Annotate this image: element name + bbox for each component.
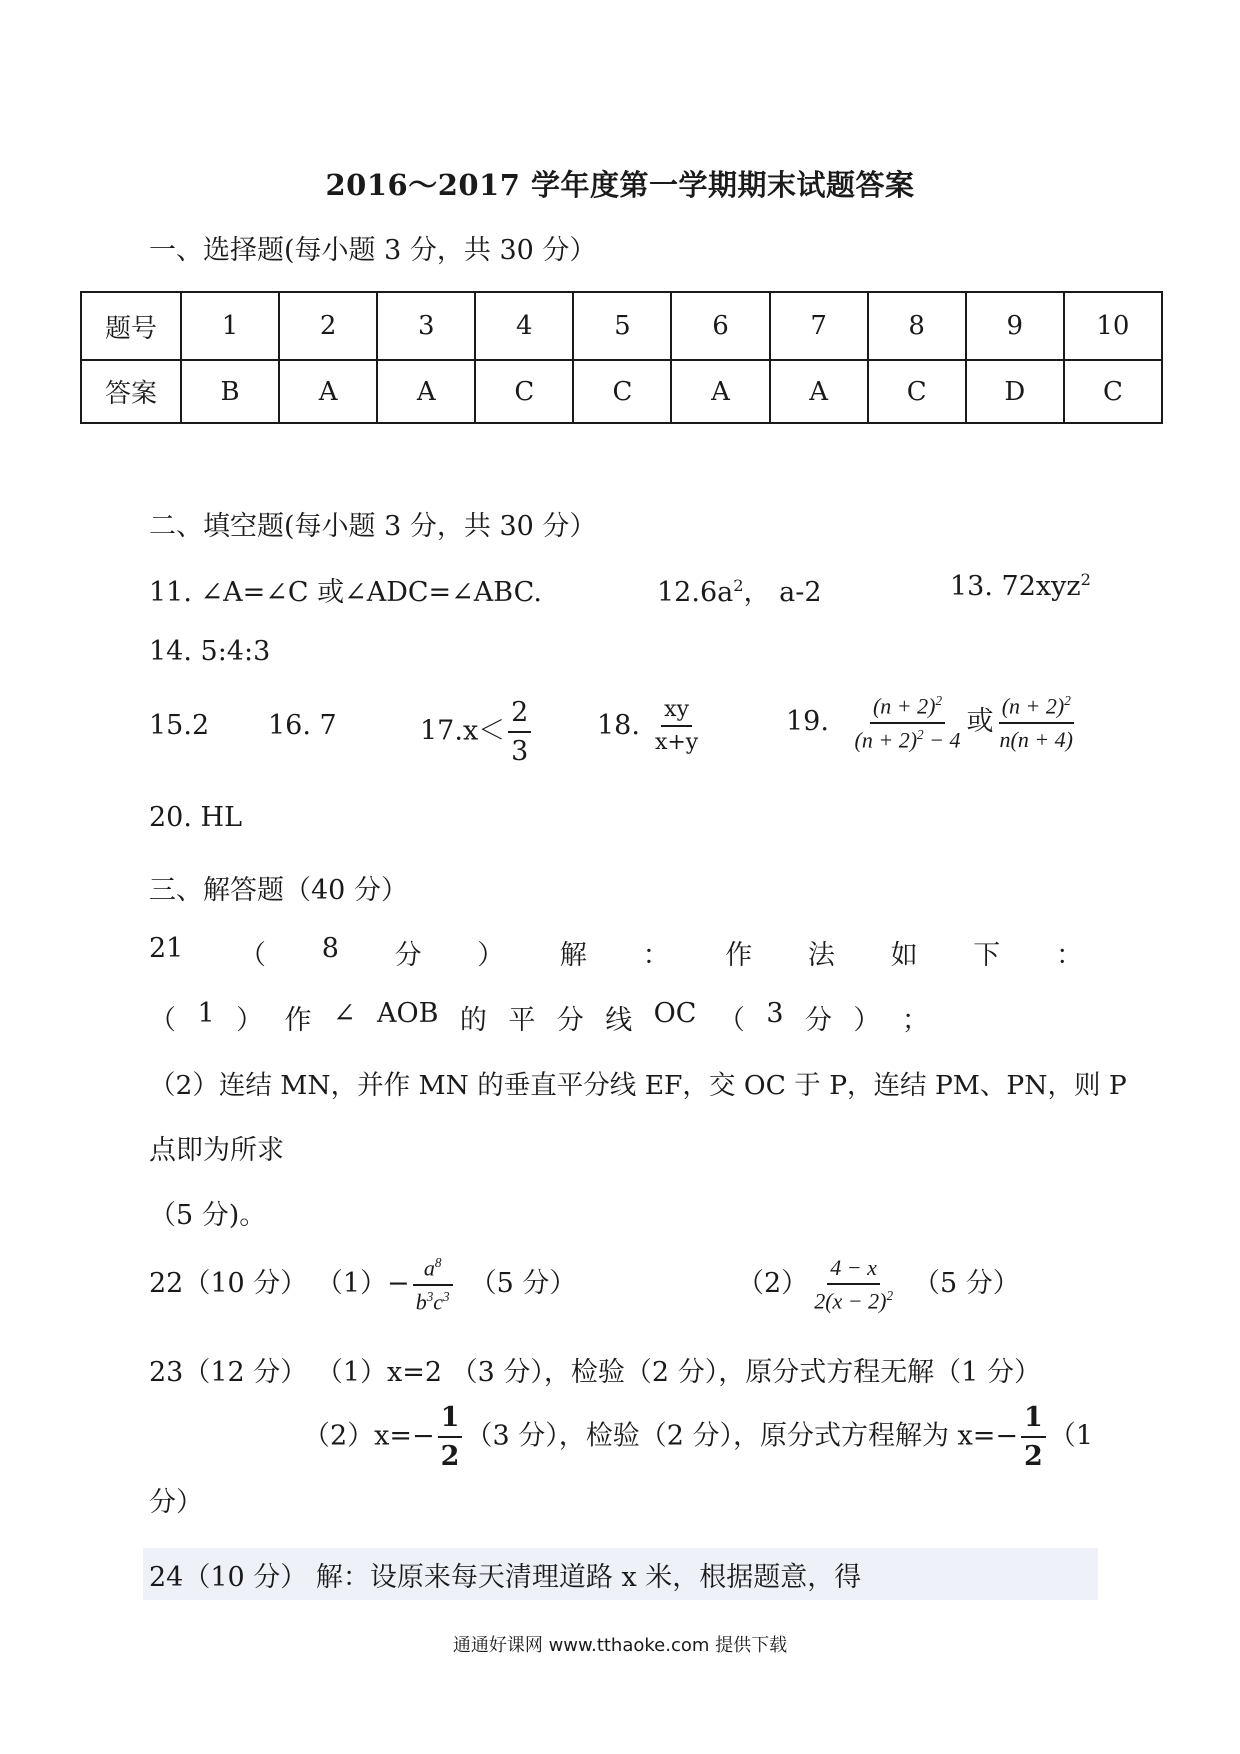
table-cell: A [279, 360, 377, 423]
word: ： [1055, 940, 1083, 971]
table-cell: B [181, 360, 279, 423]
word: 作 [725, 940, 753, 971]
fraction-numerator: 2 [508, 697, 531, 733]
word: ： [642, 940, 670, 971]
fraction [1021, 1402, 1046, 1472]
section-2-heading: 二、填空题(每小题 3 分，共 30 分） [149, 511, 597, 542]
footer-text: 通通好课网 www.tthaoke.com 提供下载 [452, 1635, 788, 1656]
word: AOB [377, 998, 439, 1029]
table-cell: 5 [573, 292, 671, 360]
table-cell: 7 [770, 292, 868, 360]
exponent: 2 [917, 726, 924, 742]
table-cell: C [573, 360, 671, 423]
question-number-row [81, 292, 1162, 360]
word: 分 [804, 1005, 832, 1036]
fraction-denominator [852, 724, 964, 753]
answer-22-part-2 [737, 1255, 1020, 1314]
exponent: 2 [1080, 570, 1091, 589]
fraction-denominator [811, 1285, 896, 1314]
table-cell: 2 [279, 292, 377, 360]
or-text: 或 [966, 706, 994, 738]
fraction-numerator: xy [661, 697, 692, 727]
fraction-denominator: n(n + 4) [999, 726, 1073, 752]
exponent: 3 [426, 1288, 434, 1304]
fraction [811, 1255, 896, 1314]
answer-14: 14. 5:4:3 [149, 636, 271, 667]
word: （ [149, 1005, 176, 1036]
numerator-base: (n + 2) [1001, 693, 1065, 719]
answer-row [81, 360, 1162, 423]
exponent: 2 [886, 1288, 894, 1304]
answer-24: 24（10 分） 解：设原来每天清理道路 x 米，根据题意，得 [149, 1562, 862, 1593]
word: 3 [766, 998, 784, 1029]
word: 如 [890, 940, 918, 971]
word: 1 [197, 998, 215, 1029]
word: （ [239, 940, 267, 971]
table-cell: 1 [181, 292, 279, 360]
word: 8 [321, 933, 339, 964]
fraction [508, 697, 531, 767]
answer-12 [657, 570, 822, 609]
answer-table [80, 291, 1163, 424]
word: 法 [807, 940, 835, 971]
fraction [997, 693, 1077, 752]
answer-22-text: 22（10 分） （1）− [149, 1268, 410, 1300]
table-cell: C [1064, 360, 1162, 423]
word: 解 [559, 940, 587, 971]
table-cell: 4 [475, 292, 573, 360]
denominator-base: c [433, 1288, 444, 1314]
table-cell: 6 [671, 292, 769, 360]
page-title: 2016～2017 学年度第一学期期末试题答案 [325, 168, 915, 202]
table-cell: 8 [868, 292, 966, 360]
fraction-numerator: 1 [438, 1402, 463, 1438]
fraction [852, 693, 964, 752]
word: ； [901, 1005, 929, 1036]
answer-21-line-1 [149, 933, 1083, 972]
fraction-numerator: 4 − x [827, 1255, 880, 1285]
word: 分 [394, 940, 422, 971]
answer-18 [597, 697, 704, 756]
answer-11: 11. ∠A=∠C 或∠ADC=∠ABC. [149, 577, 542, 608]
row-label: 题号 [81, 292, 181, 360]
fraction-denominator: 2 [1024, 1441, 1043, 1473]
section-3-heading: 三、解答题（40 分） [149, 875, 408, 906]
word: （ [717, 1005, 745, 1036]
answer-15: 15.2 [149, 710, 210, 741]
exponent: 2 [935, 693, 943, 708]
answer-23-text: （3 分），检验（2 分），原分式方程解为 x=− [465, 1420, 1019, 1452]
answer-17-text: 17.x＜ [420, 715, 506, 747]
answer-23-text: （1 [1048, 1420, 1094, 1452]
word: ∠ [332, 998, 356, 1029]
part-label: （2） [737, 1267, 809, 1299]
word: 的 [459, 1005, 487, 1036]
denominator-base: b [415, 1288, 427, 1314]
table-cell: 10 [1064, 292, 1162, 360]
word: ） [477, 940, 505, 971]
word: 21 [149, 933, 184, 964]
denominator-base: (n + 2) [854, 726, 918, 752]
fraction-numerator: 1 [1021, 1402, 1046, 1438]
fraction [652, 697, 701, 756]
table-cell: C [868, 360, 966, 423]
table-cell: A [377, 360, 475, 423]
fraction [413, 1255, 453, 1314]
exponent: 2 [733, 576, 744, 595]
denominator-rest: − 4 [923, 726, 961, 752]
answer-20: 20. HL [149, 802, 242, 833]
answer-21-line-3: （2）连结 MN，并作 MN 的垂直平分线 EF，交 OC 于 P，连结 PM、PN，则 P [149, 1070, 1127, 1101]
word: ） [853, 1005, 881, 1036]
fraction [438, 1402, 463, 1472]
table-cell: 9 [966, 292, 1064, 360]
answer-21-line-2 [149, 998, 929, 1037]
exponent: 8 [434, 1255, 442, 1270]
answer-21-line-4: 点即为所求 [149, 1135, 284, 1166]
word: 下 [973, 940, 1001, 971]
answer-23-line-2 [303, 1402, 1093, 1472]
fraction-denominator: x+y [654, 730, 699, 756]
numerator-base: (n + 2) [872, 693, 936, 719]
exponent: 2 [1064, 693, 1071, 709]
answer-21-line-5: （5 分)。 [149, 1200, 267, 1231]
fraction-denominator [413, 1284, 453, 1315]
answer-12-text: 12.6a [657, 577, 734, 608]
answer-22 [149, 1255, 576, 1314]
fraction-denominator: 3 [511, 736, 529, 768]
answer-16: 16. 7 [268, 710, 337, 741]
fraction-numerator [421, 1255, 445, 1284]
fraction-denominator: 2 [440, 1441, 460, 1473]
word: 分 [556, 1005, 584, 1036]
table-cell: A [671, 360, 769, 423]
answer-23-line-3: 分） [149, 1487, 203, 1518]
numerator-base: a [423, 1255, 435, 1281]
score-text: （5 分） [913, 1267, 1020, 1299]
answer-23-line-1: 23（12 分） （1）x=2 （3 分），检验（2 分），原分式方程无解（1 分） [149, 1357, 1041, 1388]
fraction-numerator [999, 693, 1074, 724]
word: 线 [605, 1005, 633, 1036]
answer-18-text: 18. [597, 709, 640, 741]
answer-19-text: 19. [786, 706, 829, 738]
denominator-base: 2(x − 2) [814, 1288, 887, 1314]
table-cell: C [475, 360, 573, 423]
section-1-heading: 一、选择题(每小题 3 分，共 30 分） [149, 235, 597, 266]
row-label: 答案 [81, 360, 181, 423]
table-cell: D [966, 360, 1064, 423]
table-cell: 3 [377, 292, 475, 360]
answer-19 [786, 693, 1079, 752]
answer-12-rest: ， a-2 [743, 577, 822, 608]
word: 平 [508, 1005, 536, 1036]
answer-23-text: （2）x=− [303, 1420, 435, 1452]
word: 作 [284, 1005, 312, 1036]
word: OC [653, 998, 697, 1029]
word: ） [236, 1005, 264, 1036]
table-cell: A [770, 360, 868, 423]
answer-17 [420, 697, 534, 767]
score-text: （5 分） [469, 1268, 577, 1300]
answer-13 [950, 570, 1091, 602]
exponent: 3 [443, 1288, 450, 1304]
answer-13-text: 13. 72xyz [950, 571, 1081, 602]
fraction-numerator [870, 693, 945, 724]
